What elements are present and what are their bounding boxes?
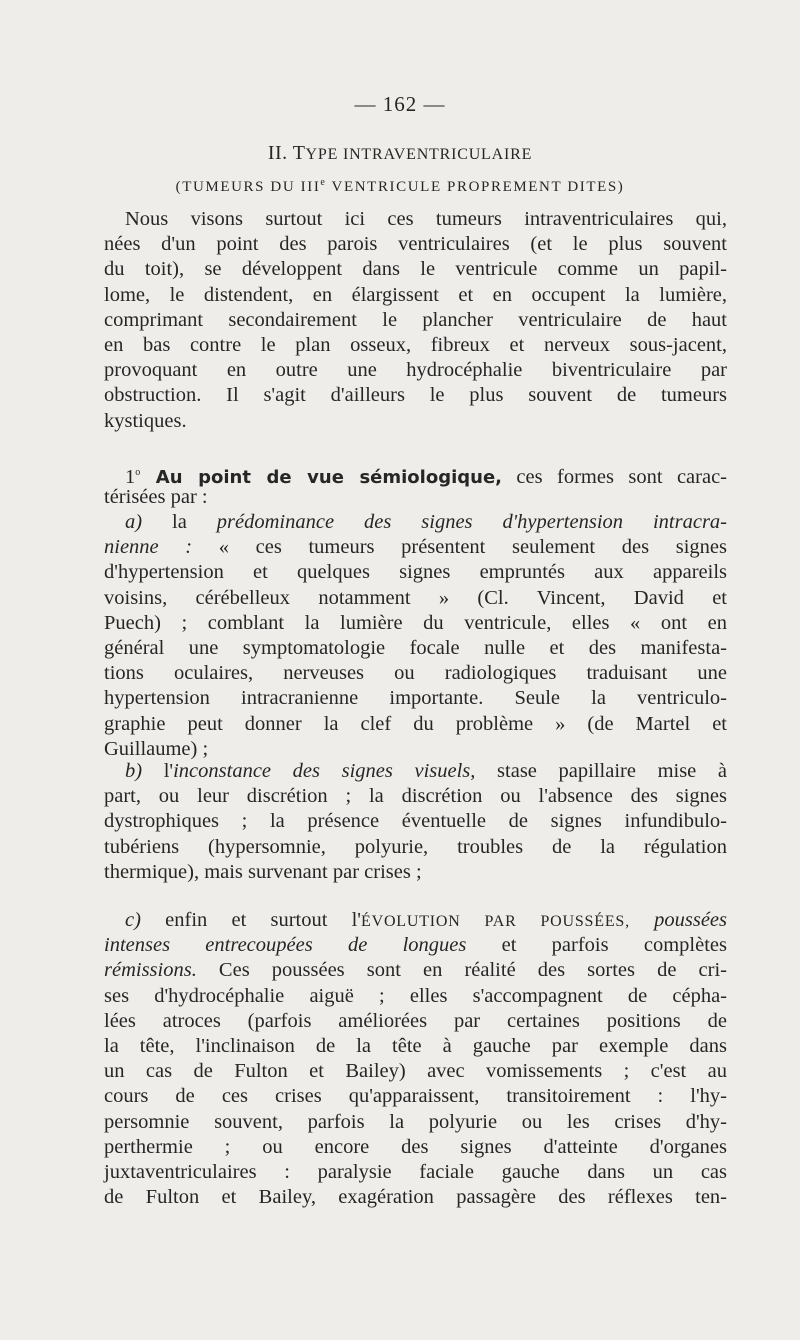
text-line: du toit), se développent dans le ventricule comme un papil- <box>104 258 727 281</box>
subheading-superscript: e <box>320 177 327 188</box>
text-run: stase papillaire mise à <box>475 760 728 782</box>
text-line: en bas contre le plan osseux, fibreux et nerveux sous-jacent, <box>104 333 727 356</box>
item-letter: b) <box>125 760 143 782</box>
text-run: et parfois complètes <box>466 934 727 957</box>
italic-run: intenses entrecoupées de longues <box>104 934 467 957</box>
item-letter: a) <box>125 511 143 533</box>
subheading-part1: (TUMEURS DU III <box>175 179 321 195</box>
text-line: un cas de Fulton et Bailey) avec vomissements ; c'est au <box>104 1060 727 1083</box>
text-line: général une symptomatologie focale nulle et des manifesta- <box>104 636 727 659</box>
section-heading <box>0 142 800 165</box>
paragraph-semiology <box>104 460 727 510</box>
subheading-part2: VENTRICULE PROPREMENT DITES) <box>326 179 625 195</box>
text-line: voisins, cérébelleux notamment » (Cl. Vincent, David et <box>104 586 727 609</box>
text-line: part, ou leur discrétion ; la discrétion ou l'absence des signes <box>104 785 727 808</box>
text-line: persomnie souvent, parfois la polyurie ou les crises d'hy- <box>104 1110 727 1133</box>
page-number: — 162 — <box>354 92 446 116</box>
text-run: ces formes sont carac- <box>502 465 727 488</box>
italic-run: prédominance des signes d'hypertension intracra- <box>216 511 727 533</box>
text-run: « ces tumeurs présentent seulement des signes <box>192 536 727 559</box>
text-line: nées d'un point des parois ventriculaires (et le plus souvent <box>104 233 727 256</box>
text-line: la tête, l'inclinaison de la tête à gauche par exemple dans <box>104 1034 727 1057</box>
paragraph-intro <box>104 207 727 434</box>
section-subheading <box>0 177 800 196</box>
paragraph-item-a <box>104 510 727 762</box>
section-number: II. <box>267 142 293 164</box>
text-line: hypertension intracranienne importante. Seule la ventriculo- <box>104 687 727 710</box>
text-line: graphie peut donner la clef du problème » (de Martel et <box>104 712 727 735</box>
text-line: lées atroces (parfois améliorées par certaines positions de <box>104 1009 727 1032</box>
text-line: juxtaventriculaires : paralysie faciale gauche dans un cas <box>104 1160 727 1183</box>
italic-run: nienne : <box>104 536 193 559</box>
paragraph-item-b <box>104 759 727 885</box>
text-line: tubériens (hypersomnie, polyurie, troubles de la régulation <box>104 835 727 858</box>
text-line: comprimant secondairement le plancher ventriculaire de haut <box>104 308 727 331</box>
italic-run: inconstance des signes visuels, <box>173 760 476 782</box>
text-line <box>104 460 727 488</box>
text-line <box>104 535 727 560</box>
text-line: thermique), mais survenant par crises ; <box>104 860 422 883</box>
text-line: Nous visons surtout ici ces tumeurs intraventriculaires qui, <box>125 208 727 230</box>
text-line: perthermie ; ou encore des signes d'atteinte d'organes <box>104 1135 727 1158</box>
item-letter: c) <box>125 909 141 931</box>
paragraph-item-c <box>104 908 727 1210</box>
point-heading: Au point de vue sémiologique, <box>140 466 503 488</box>
text-line <box>104 759 727 784</box>
text-run: la <box>142 511 217 533</box>
text-line: Puech) ; comblant la lumière du ventricule, elles « ont en <box>104 611 727 634</box>
text-line <box>104 958 727 983</box>
text-line: tions oculaires, nerveuses ou radiologiques traduisant une <box>104 662 727 685</box>
italic-run: poussées <box>629 909 727 931</box>
text-run: l' <box>142 760 174 782</box>
text-run: enfin et surtout l' <box>140 909 362 931</box>
text-line: d'hypertension et quelques signes empruntés aux appareils <box>104 561 727 584</box>
text-run: Ces poussées sont en réalité des sortes de cri- <box>196 959 727 982</box>
text-line <box>104 908 727 933</box>
point-number: 1 <box>125 465 136 488</box>
section-title-rest: YPE INTRAVENTRICULAIRE <box>305 146 533 163</box>
section-title-initial: T <box>292 142 306 164</box>
text-line: obstruction. Il s'agit d'ailleurs le plus souvent de tumeurs <box>104 384 727 407</box>
text-line: Guillaume) ; <box>104 737 209 760</box>
text-line <box>104 510 727 535</box>
italic-run: rémissions. <box>104 959 197 982</box>
text-line: lome, le distendent, en élargissent et en occupent la lumière, <box>104 283 727 306</box>
text-line <box>104 933 727 958</box>
text-line: de Fulton et Bailey, exagération passagère des réflexes ten- <box>104 1186 727 1209</box>
text-line: ses d'hydrocéphalie aiguë ; elles s'accompagnent de cépha- <box>104 984 727 1007</box>
point-number-superscript: o <box>135 467 141 478</box>
text-line: térisées par : <box>104 486 208 509</box>
text-line: dystrophiques ; la présence éventuelle de signes infundibulo- <box>104 810 727 833</box>
text-line: provoquant en outre une hydrocéphalie biventriculaire par <box>104 359 727 382</box>
text-line: cours de ces crises qu'apparaissent, transitoirement : l'hy- <box>104 1085 727 1108</box>
small-caps-run: ÉVOLUTION PAR POUSSÉES, <box>361 913 630 930</box>
text-line: kystiques. <box>104 409 187 432</box>
